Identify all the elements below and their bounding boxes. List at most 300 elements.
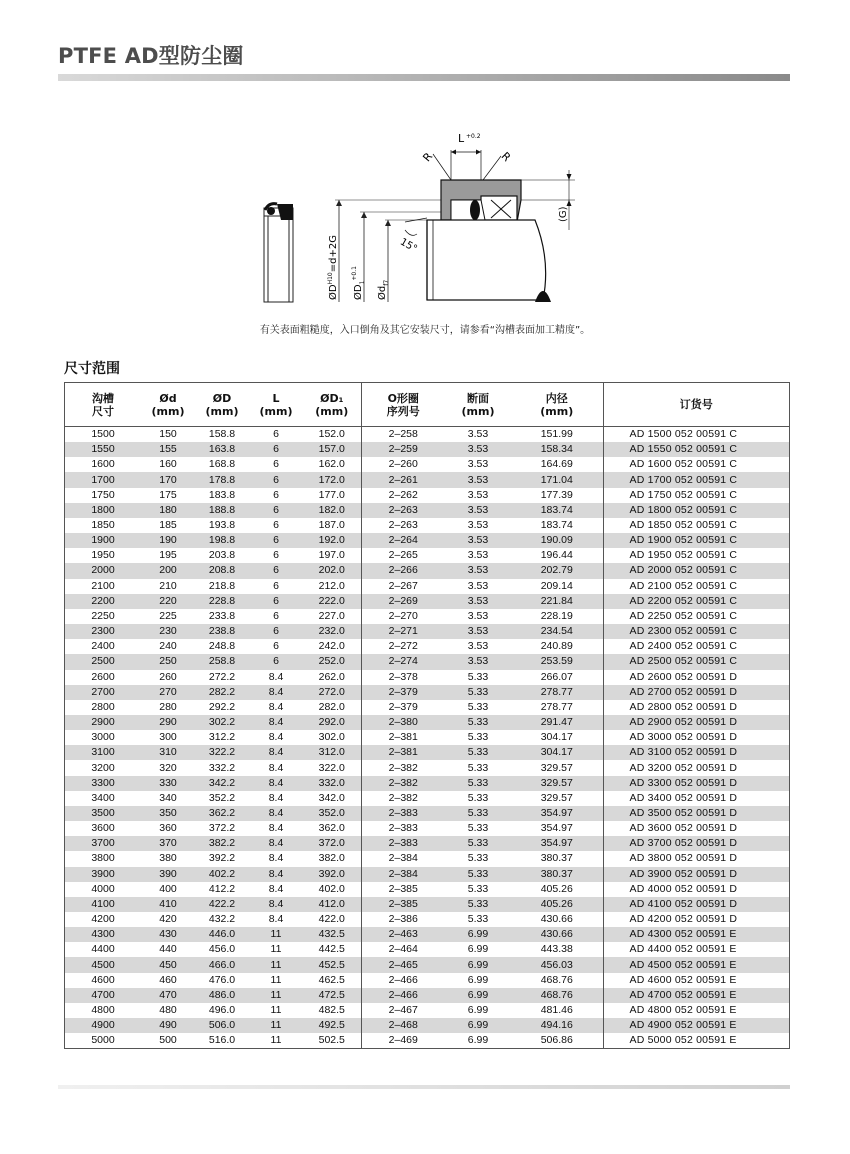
table-cell: 212.0 [318, 579, 345, 592]
table-cell: 412.2 [208, 882, 236, 895]
table-cell: 2700 [65, 685, 141, 700]
table-cell: 227.0 [318, 609, 345, 622]
table-row [65, 973, 789, 988]
table-cell: 330 [141, 776, 195, 791]
table-cell: 222.0 [303, 594, 361, 609]
table-cell: AD 2900 052 00591 D [603, 715, 789, 730]
table-cell: 160 [159, 458, 177, 471]
table-cell: AD 1950 052 00591 C [603, 548, 789, 563]
table-cell: 372.2 [208, 822, 236, 835]
table-cell: 5.33 [467, 913, 489, 926]
table-cell: 188.8 [195, 503, 249, 518]
table-cell: AD 2500 052 00591 C [603, 654, 789, 669]
page-title: PTFE AD型防尘圈 [58, 44, 244, 68]
column-header: ØD₁ (mm) [303, 383, 361, 427]
table-cell: 182.0 [303, 503, 361, 518]
table-cell: AD 2400 052 00591 C [603, 639, 789, 654]
table-cell: 2–469 [361, 1033, 445, 1048]
table-cell: 1500 [91, 428, 115, 441]
table-cell: 2–270 [361, 609, 445, 624]
table-cell: 208.8 [195, 563, 249, 578]
installation-note: 有关表面粗糙度，入口倒角及其它安装尺寸，请参看“沟槽表面加工精度”。 [259, 325, 591, 336]
table-cell: 253.59 [511, 654, 603, 669]
table-cell: 260 [159, 670, 177, 683]
table-cell: AD 4400 052 00591 E [603, 942, 789, 957]
table-cell: 5.33 [467, 822, 489, 835]
table-cell: 506.0 [195, 1018, 249, 1033]
table-row [65, 472, 789, 487]
table-cell: AD 1750 052 00591 C [603, 488, 789, 503]
table-cell: 2–385 [361, 882, 445, 897]
table-cell: 292.2 [208, 700, 236, 713]
table-cell: 450 [141, 957, 195, 972]
table-cell: 3.53 [445, 563, 511, 578]
table-cell: 456.03 [511, 957, 603, 972]
table-cell: 2–383 [361, 836, 445, 851]
table-row [65, 791, 789, 806]
table-cell: 162.0 [318, 458, 345, 471]
seal-installation-drawing [255, 130, 569, 310]
table-cell: 266.07 [540, 670, 573, 683]
table-cell: 242.0 [318, 640, 345, 653]
table-row [65, 1018, 789, 1033]
table-cell: 352.2 [208, 791, 236, 804]
table-cell: 152.0 [318, 428, 345, 441]
table-cell: 400 [159, 882, 177, 895]
l-label: L [458, 132, 465, 145]
table-cell: 5.33 [467, 791, 489, 804]
table-cell: 392.2 [208, 852, 236, 865]
table-cell: 490 [141, 1018, 195, 1033]
table-cell: 2–259 [361, 442, 445, 457]
table-cell: 320 [159, 761, 177, 774]
table-cell: 329.57 [511, 776, 603, 791]
table-cell: AD 1600 052 00591 C [603, 457, 789, 472]
r-left-label: R [420, 150, 436, 165]
table-cell: 2–271 [361, 624, 445, 639]
table-cell: 5.33 [467, 700, 489, 713]
section-title: 尺寸范围 [64, 361, 120, 377]
table-cell: 443.38 [540, 943, 573, 956]
table-cell: AD 1900 052 00591 C [603, 533, 789, 548]
table-cell: 196.44 [540, 549, 573, 562]
table-cell: 2–381 [361, 730, 445, 745]
table-row [65, 882, 789, 897]
table-cell: 11 [249, 988, 303, 1003]
table-cell: 238.8 [195, 624, 249, 639]
table-cell: 4000 [91, 882, 115, 895]
table-cell: 2–382 [361, 791, 445, 806]
table-cell: AD 1700 052 00591 C [603, 472, 789, 487]
table-cell: 312.2 [208, 731, 236, 744]
table-cell: 209.14 [540, 579, 573, 592]
table-cell: 248.8 [208, 640, 236, 653]
table-cell: 2100 [91, 579, 115, 592]
table-cell: 2800 [91, 700, 115, 713]
table-cell: 329.57 [540, 761, 573, 774]
table-cell: 430.66 [511, 927, 603, 942]
table-cell: 202.0 [303, 563, 361, 578]
table-cell: 3300 [65, 776, 141, 791]
table-cell: 1800 [65, 503, 141, 518]
table-cell: 322.2 [195, 745, 249, 760]
table-cell: 516.0 [208, 1034, 236, 1047]
table-cell: AD 3300 052 00591 D [603, 776, 789, 791]
column-header: 断面 (mm) [445, 383, 511, 427]
column-header: 内径 (mm) [511, 383, 603, 427]
table-cell: 4200 [91, 913, 115, 926]
table-cell: 11 [270, 1004, 282, 1017]
table-cell: 8.4 [268, 761, 284, 774]
table-cell: 177.39 [540, 488, 573, 501]
table-cell: AD 2250 052 00591 C [603, 609, 789, 624]
table-row [65, 594, 789, 609]
table-cell: 225 [159, 609, 177, 622]
table-row [65, 912, 789, 927]
table-cell: 2–264 [361, 533, 445, 548]
table-cell: 1700 [65, 472, 141, 487]
table-cell: 5.33 [467, 731, 489, 744]
table-cell: 8.4 [268, 882, 284, 895]
table-row [65, 776, 789, 791]
d1-label: $ØD_1^{+0.1}$ [351, 266, 366, 300]
table-cell: 476.0 [208, 973, 236, 986]
table-row [65, 457, 789, 472]
table-cell: 3.53 [467, 549, 489, 562]
table-cell: AD 3900 052 00591 D [603, 867, 789, 882]
table-cell: 198.8 [195, 533, 249, 548]
table-cell: AD 4000 052 00591 D [603, 882, 789, 897]
table-cell: 481.46 [540, 1004, 573, 1017]
table-cell: 502.5 [318, 1034, 345, 1047]
table-cell: AD 4100 052 00591 D [603, 897, 789, 912]
table-cell: 8.4 [249, 745, 303, 760]
table-cell: 232.0 [303, 624, 361, 639]
table-cell: 372.0 [303, 836, 361, 851]
table-cell: 5.33 [445, 776, 511, 791]
table-cell: 1550 [65, 442, 141, 457]
table-cell: 8.4 [249, 685, 303, 700]
table-cell: 8.4 [268, 670, 284, 683]
table-cell: AD 3400 052 00591 D [603, 791, 789, 806]
table-cell: 1950 [91, 549, 115, 562]
table-cell: 6.99 [445, 957, 511, 972]
table-cell: 432.5 [303, 927, 361, 942]
table-row [65, 639, 789, 654]
table-cell: 8.4 [268, 731, 284, 744]
table-cell: 3.53 [467, 428, 489, 441]
table-cell: AD 3200 052 00591 D [603, 760, 789, 775]
table-cell: 4100 [65, 897, 141, 912]
table-cell: AD 2800 052 00591 D [603, 700, 789, 715]
table-cell: 3.53 [467, 488, 489, 501]
table-row [65, 897, 789, 912]
table-cell: AD 2100 052 00591 C [603, 579, 789, 594]
table-cell: 2–261 [361, 472, 445, 487]
table-cell: 220 [141, 594, 195, 609]
table-cell: 354.97 [511, 836, 603, 851]
table-cell: 172.0 [303, 472, 361, 487]
table-row [65, 821, 789, 836]
table-cell: 234.54 [511, 624, 603, 639]
table-row [65, 1033, 789, 1048]
table-cell: 412.0 [303, 897, 361, 912]
table-cell: 178.8 [195, 472, 249, 487]
table-cell: 350 [141, 806, 195, 821]
table-row [65, 533, 789, 548]
table-cell: 5.33 [445, 836, 511, 851]
table-cell: 410 [141, 897, 195, 912]
table-cell: 290 [141, 715, 195, 730]
table-cell: 480 [159, 1004, 177, 1017]
table-cell: 193.8 [208, 519, 236, 532]
table-cell: 500 [159, 1034, 177, 1047]
table-header-row [65, 383, 789, 427]
table-cell: 496.0 [208, 1004, 236, 1017]
table-cell: 8.4 [268, 700, 284, 713]
table-cell: 221.84 [511, 594, 603, 609]
table-cell: 6 [273, 488, 279, 501]
table-cell: 382.0 [318, 852, 345, 865]
table-cell: 6 [249, 533, 303, 548]
table-cell: 1900 [65, 533, 141, 548]
table-cell: 2000 [65, 563, 141, 578]
table-cell: 5.33 [445, 897, 511, 912]
table-cell: 11 [249, 957, 303, 972]
table-row [65, 957, 789, 972]
table-cell: 240 [159, 640, 177, 653]
table-cell: 171.04 [511, 472, 603, 487]
table-cell: 2–266 [361, 563, 445, 578]
table-cell: 202.79 [511, 563, 603, 578]
table-cell: 6 [249, 594, 303, 609]
table-cell: 3400 [91, 791, 115, 804]
table-cell: 2–384 [361, 867, 445, 882]
table-cell: 468.76 [540, 973, 573, 986]
table-cell: 2–380 [361, 715, 445, 730]
table-cell: 5.33 [445, 685, 511, 700]
table-cell: 466.0 [195, 957, 249, 972]
table-cell: AD 2000 052 00591 C [603, 563, 789, 578]
table-cell: 262.0 [318, 670, 345, 683]
table-cell: 183.74 [540, 519, 573, 532]
table-cell: 3800 [91, 852, 115, 865]
table-cell: AD 2200 052 00591 C [603, 594, 789, 609]
table-row [65, 867, 789, 882]
table-row [65, 927, 789, 942]
table-cell: 218.8 [208, 579, 236, 592]
table-cell: 5.33 [445, 715, 511, 730]
table-cell: 8.4 [249, 897, 303, 912]
table-cell: 6.99 [467, 973, 489, 986]
table-cell: 210 [159, 579, 177, 592]
table-cell: 2–378 [361, 670, 445, 685]
table-cell: 2–385 [361, 897, 445, 912]
table-cell: 2200 [65, 594, 141, 609]
table-row [65, 851, 789, 866]
table-cell: 430.66 [540, 913, 573, 926]
column-header: ØD (mm) [195, 383, 249, 427]
table-cell: 291.47 [511, 715, 603, 730]
table-cell: 2–466 [361, 973, 445, 988]
table-row [65, 942, 789, 957]
table-cell: 3.53 [467, 519, 489, 532]
table-cell: AD 1850 052 00591 C [603, 518, 789, 533]
table-cell: 192.0 [303, 533, 361, 548]
table-cell: 282.0 [318, 700, 345, 713]
table-cell: 4300 [65, 927, 141, 942]
table-cell: AD 4300 052 00591 E [603, 927, 789, 942]
table-cell: 420 [159, 913, 177, 926]
table-cell: 270 [141, 685, 195, 700]
table-cell: 2–274 [361, 654, 445, 669]
table-cell: 158.34 [511, 442, 603, 457]
table-cell: 6 [249, 624, 303, 639]
table-row [65, 442, 789, 457]
table-cell: 8.4 [249, 867, 303, 882]
table-cell: 322.0 [318, 761, 345, 774]
table-cell: 8.4 [268, 852, 284, 865]
table-cell: 2500 [65, 654, 141, 669]
table-row [65, 624, 789, 639]
table-cell: 11 [249, 1018, 303, 1033]
table-cell: 5.33 [467, 882, 489, 895]
table-cell: 11 [270, 1034, 282, 1047]
table-cell: 5.33 [467, 670, 489, 683]
table-cell: 382.2 [195, 836, 249, 851]
table-cell: 150 [159, 428, 177, 441]
table-cell: 2–382 [361, 760, 445, 775]
table-cell: 2–379 [361, 685, 445, 700]
table-cell: 11 [270, 943, 282, 956]
table-cell: AD 4600 052 00591 E [603, 973, 789, 988]
table-cell: 3.53 [467, 609, 489, 622]
table-cell: 462.5 [318, 973, 345, 986]
table-cell: 3.53 [445, 594, 511, 609]
table-cell: 3100 [65, 745, 141, 760]
table-row [65, 836, 789, 851]
table-cell: 468.76 [511, 988, 603, 1003]
table-cell: 170 [141, 472, 195, 487]
table-cell: 5000 [91, 1034, 115, 1047]
table-cell: 6 [249, 503, 303, 518]
table-row [65, 563, 789, 578]
table-cell: 494.16 [511, 1018, 603, 1033]
table-cell: 460 [159, 973, 177, 986]
table-cell: 187.0 [318, 519, 345, 532]
table-cell: 402.0 [318, 882, 345, 895]
table-cell: 11 [270, 973, 282, 986]
table-cell: 158.8 [208, 428, 236, 441]
table-cell: 2–263 [361, 518, 445, 533]
table-row [65, 700, 789, 715]
table-cell: 2–381 [361, 745, 445, 760]
table-cell: 6.99 [445, 988, 511, 1003]
d-outer-label: $ØD^{H10}=d+2G$ [327, 235, 339, 300]
table-row [65, 806, 789, 821]
table-cell: 2250 [91, 609, 115, 622]
table-cell: AD 4900 052 00591 E [603, 1018, 789, 1033]
table-cell: 5.33 [445, 806, 511, 821]
table-cell: 11 [249, 927, 303, 942]
column-header: Ød (mm) [141, 383, 195, 427]
table-cell: 2–468 [361, 1018, 445, 1033]
table-cell: AD 3500 052 00591 D [603, 806, 789, 821]
table-cell: 8.4 [249, 836, 303, 851]
table-cell: 2–382 [361, 776, 445, 791]
table-cell: 4900 [65, 1018, 141, 1033]
table-cell: 4700 [65, 988, 141, 1003]
table-cell: 3.53 [467, 458, 489, 471]
table-cell: AD 2300 052 00591 C [603, 624, 789, 639]
table-cell: 280 [159, 700, 177, 713]
table-cell: 506.86 [540, 1034, 573, 1047]
table-cell: 390 [141, 867, 195, 882]
table-cell: 183.8 [208, 488, 236, 501]
table-row [65, 988, 789, 1003]
table-cell: 354.97 [540, 822, 573, 835]
table-row [65, 579, 789, 594]
table-cell: AD 4800 052 00591 E [603, 1003, 789, 1018]
table-cell: 6.99 [445, 1018, 511, 1033]
column-header: L (mm) [249, 383, 303, 427]
table-cell: 2–384 [361, 851, 445, 866]
table-cell: AD 2700 052 00591 D [603, 685, 789, 700]
table-cell: AD 3100 052 00591 D [603, 745, 789, 760]
table-cell: 8.4 [249, 806, 303, 821]
table-cell: AD 1550 052 00591 C [603, 442, 789, 457]
table-cell: 278.77 [540, 700, 573, 713]
table-row [65, 488, 789, 503]
table-cell: 456.0 [208, 943, 236, 956]
l-tolerance-label: +0.2 [466, 133, 481, 140]
table-cell: 2–467 [361, 1003, 445, 1018]
table-cell: 432.2 [208, 913, 236, 926]
table-cell: 197.0 [318, 549, 345, 562]
table-cell: 482.5 [318, 1004, 345, 1017]
table-cell: 329.57 [540, 791, 573, 804]
table-cell: 362.2 [195, 806, 249, 821]
table-cell: 380.37 [540, 852, 573, 865]
table-row [65, 548, 789, 563]
table-cell: 310 [141, 745, 195, 760]
table-cell: 6 [273, 579, 279, 592]
table-row [65, 760, 789, 775]
table-cell: 6.99 [445, 927, 511, 942]
table-cell: 3.53 [467, 640, 489, 653]
table-cell: 6 [249, 563, 303, 578]
table-cell: 2–258 [361, 427, 445, 443]
table-cell: 2–262 [361, 488, 445, 503]
table-cell: 422.0 [318, 913, 345, 926]
table-cell: 472.5 [303, 988, 361, 1003]
table-cell: 332.2 [208, 761, 236, 774]
table-row [65, 715, 789, 730]
table-cell: 292.0 [303, 715, 361, 730]
table-cell: 6 [249, 472, 303, 487]
table-cell: 3.53 [445, 472, 511, 487]
table-cell: 2–383 [361, 821, 445, 836]
table-cell: 258.8 [195, 654, 249, 669]
table-cell: 4800 [91, 1004, 115, 1017]
table-cell: 405.26 [511, 897, 603, 912]
table-cell: 360 [159, 822, 177, 835]
table-cell: 3000 [91, 731, 115, 744]
table-cell: 312.0 [303, 745, 361, 760]
table-cell: 3.53 [445, 624, 511, 639]
table-cell: 452.5 [303, 957, 361, 972]
table-cell: 272.0 [303, 685, 361, 700]
